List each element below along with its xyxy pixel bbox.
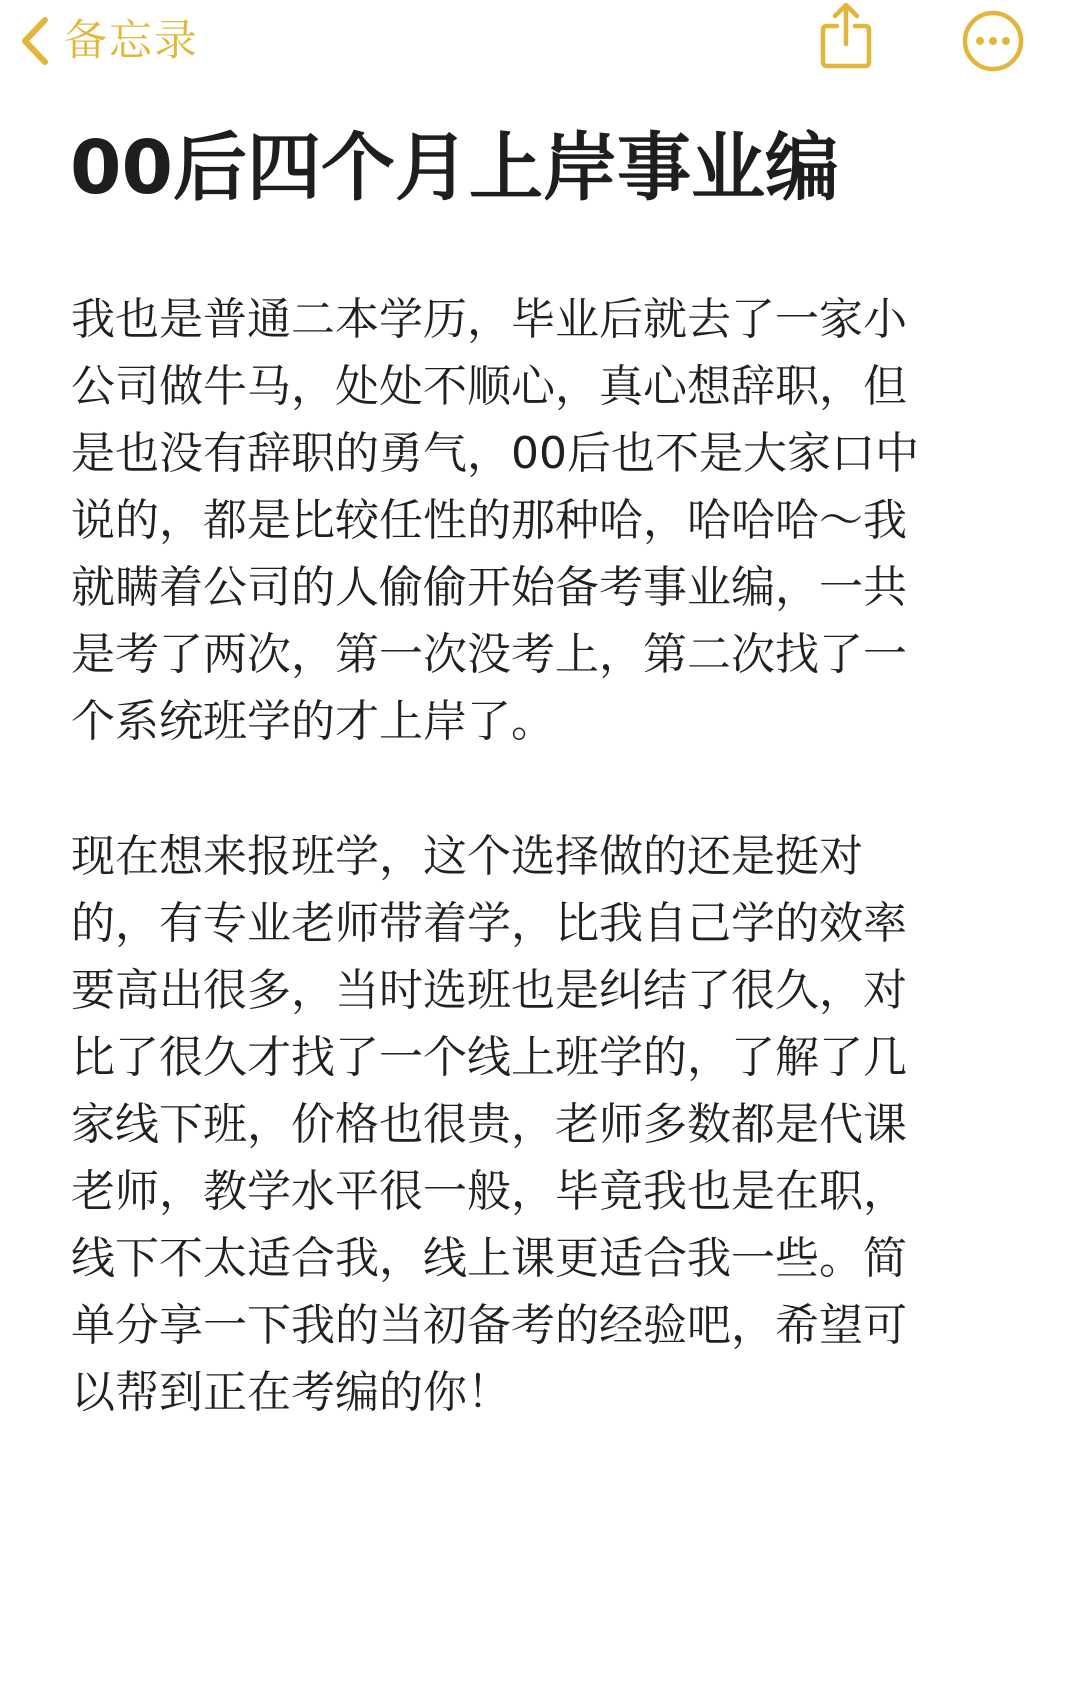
text-line: 是考了两次，第一次没考上，第二次找了一 — [71, 629, 907, 680]
text-line: 要高出很多，当时选班也是纠结了很久，对 — [71, 965, 907, 1016]
text-line: 就瞒着公司的人偷偷开始备考事业编，一共 — [71, 562, 907, 613]
text-line: 比了很久才找了一个线上班学的，了解了几 — [71, 1032, 907, 1083]
text-line: 的，有专业老师带着学，比我自己学的效率 — [71, 898, 907, 949]
paragraph-1 — [71, 286, 1011, 755]
text-line: 我也是普通二本学历，毕业后就去了一家小 — [71, 294, 907, 345]
share-button[interactable] — [815, 0, 877, 74]
text-line: 家线下班，价格也很贵，老师多数都是代课 — [71, 1099, 907, 1150]
back-button[interactable] — [18, 6, 199, 76]
chevron-left-icon — [18, 15, 52, 67]
back-label: 备忘录 — [64, 15, 199, 66]
text-line: 以帮到正在考编的你！ — [71, 1367, 511, 1418]
share-icon — [815, 0, 877, 74]
note-body[interactable] — [71, 286, 1011, 1426]
note-title: 00后四个月上岸事业编 — [70, 125, 839, 211]
text-line: 是也没有辞职的勇气，00后也不是大家口中 — [71, 428, 919, 479]
text-line: 个系统班学的才上岸了。 — [71, 696, 555, 747]
more-button[interactable] — [960, 8, 1026, 74]
paragraph-2 — [71, 823, 1011, 1426]
navigation-bar — [0, 0, 1080, 80]
text-line: 现在想来报班学，这个选择做的还是挺对 — [71, 831, 863, 882]
text-line: 说的，都是比较任性的那种哈，哈哈哈～我 — [71, 495, 907, 546]
more-icon — [960, 8, 1026, 74]
text-line: 单分享一下我的当初备考的经验吧，希望可 — [71, 1300, 907, 1351]
paragraph-spacer — [71, 755, 1011, 823]
text-line: 老师，教学水平很一般，毕竟我也是在职， — [71, 1166, 907, 1217]
text-line: 线下不太适合我，线上课更适合我一些。简 — [71, 1233, 907, 1284]
text-line: 公司做牛马，处处不顺心，真心想辞职，但 — [71, 361, 907, 412]
